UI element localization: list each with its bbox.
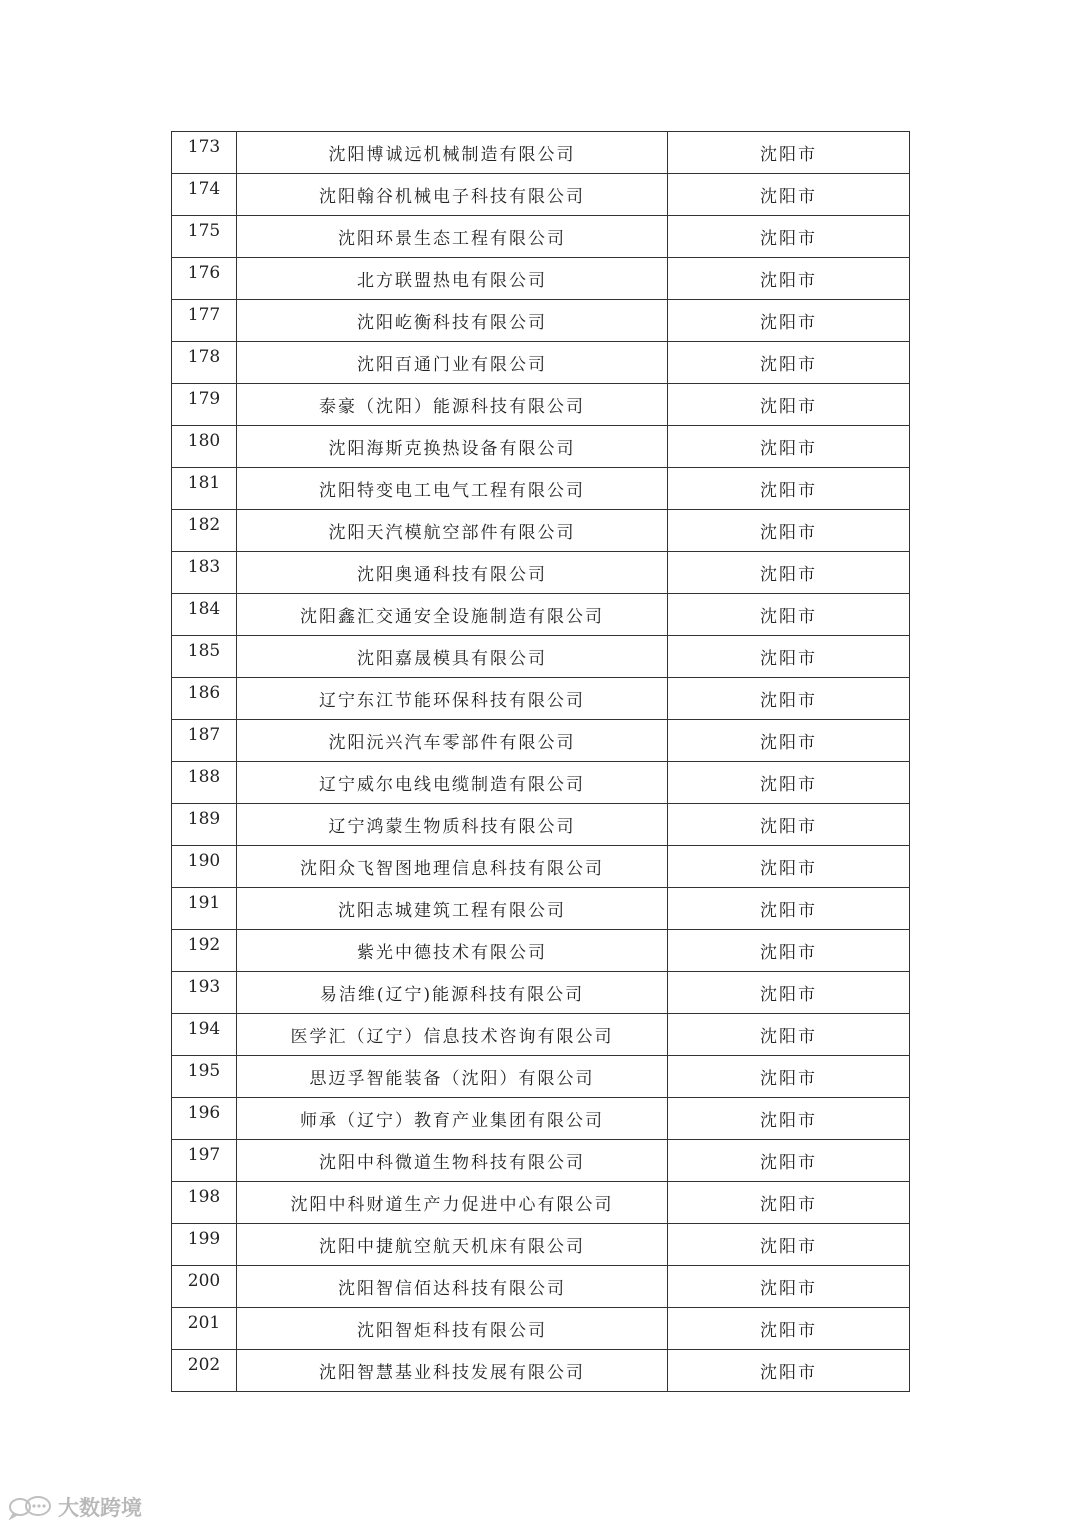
- city-cell: 沈阳市: [668, 1014, 910, 1056]
- row-number-cell: 191: [172, 888, 237, 930]
- table-row: [172, 1014, 910, 1056]
- company-name-cell: 沈阳中捷航空航天机床有限公司: [237, 1224, 668, 1266]
- table-row: [172, 804, 910, 846]
- company-name-cell: 医学汇（辽宁）信息技术咨询有限公司: [237, 1014, 668, 1056]
- chat-bubbles-logo-icon: [8, 1494, 54, 1520]
- row-number-cell: 187: [172, 720, 237, 762]
- company-name-cell: 沈阳鑫汇交通安全设施制造有限公司: [237, 594, 668, 636]
- city-cell: 沈阳市: [668, 1266, 910, 1308]
- row-number-cell: 182: [172, 510, 237, 552]
- company-name-cell: 沈阳特变电工电气工程有限公司: [237, 468, 668, 510]
- table-row: [172, 1308, 910, 1350]
- city-cell: 沈阳市: [668, 216, 910, 258]
- city-cell: 沈阳市: [668, 300, 910, 342]
- row-number-cell: 186: [172, 678, 237, 720]
- company-name-cell: 沈阳沅兴汽车零部件有限公司: [237, 720, 668, 762]
- row-number-cell: 199: [172, 1224, 237, 1266]
- row-number-cell: 173: [172, 132, 237, 174]
- company-name-cell: 沈阳中科微道生物科技有限公司: [237, 1140, 668, 1182]
- company-name-cell: 沈阳环景生态工程有限公司: [237, 216, 668, 258]
- city-cell: 沈阳市: [668, 1224, 910, 1266]
- table-row: [172, 1224, 910, 1266]
- table-row: [172, 1098, 910, 1140]
- row-number-cell: 202: [172, 1350, 237, 1392]
- company-name-cell: 紫光中德技术有限公司: [237, 930, 668, 972]
- company-name-cell: 辽宁威尔电线电缆制造有限公司: [237, 762, 668, 804]
- city-cell: 沈阳市: [668, 510, 910, 552]
- table-row: [172, 972, 910, 1014]
- table-row: [172, 594, 910, 636]
- company-name-cell: 沈阳天汽模航空部件有限公司: [237, 510, 668, 552]
- row-number-cell: 185: [172, 636, 237, 678]
- company-name-cell: 思迈孚智能装备（沈阳）有限公司: [237, 1056, 668, 1098]
- company-name-cell: 沈阳嘉晟模具有限公司: [237, 636, 668, 678]
- row-number-cell: 184: [172, 594, 237, 636]
- table-row: [172, 720, 910, 762]
- table-row: [172, 678, 910, 720]
- table-row: [172, 216, 910, 258]
- city-cell: 沈阳市: [668, 258, 910, 300]
- row-number-cell: 200: [172, 1266, 237, 1308]
- company-name-cell: 易洁维(辽宁)能源科技有限公司: [237, 972, 668, 1014]
- table-row: [172, 762, 910, 804]
- table-row: [172, 888, 910, 930]
- row-number-cell: 178: [172, 342, 237, 384]
- row-number-cell: 188: [172, 762, 237, 804]
- city-cell: 沈阳市: [668, 762, 910, 804]
- company-name-cell: 沈阳志城建筑工程有限公司: [237, 888, 668, 930]
- watermark: [8, 1492, 142, 1522]
- city-cell: 沈阳市: [668, 1308, 910, 1350]
- city-cell: 沈阳市: [668, 888, 910, 930]
- company-name-cell: 泰豪（沈阳）能源科技有限公司: [237, 384, 668, 426]
- company-name-cell: 沈阳海斯克换热设备有限公司: [237, 426, 668, 468]
- table-row: [172, 930, 910, 972]
- company-name-cell: 辽宁东江节能环保科技有限公司: [237, 678, 668, 720]
- table-row: [172, 384, 910, 426]
- company-name-cell: 沈阳博诚远机械制造有限公司: [237, 132, 668, 174]
- company-name-cell: 辽宁鸿蒙生物质科技有限公司: [237, 804, 668, 846]
- table-row: [172, 1350, 910, 1392]
- row-number-cell: 198: [172, 1182, 237, 1224]
- row-number-cell: 197: [172, 1140, 237, 1182]
- table-row: [172, 426, 910, 468]
- table-row: [172, 1182, 910, 1224]
- row-number-cell: 201: [172, 1308, 237, 1350]
- city-cell: 沈阳市: [668, 552, 910, 594]
- row-number-cell: 183: [172, 552, 237, 594]
- row-number-cell: 195: [172, 1056, 237, 1098]
- city-cell: 沈阳市: [668, 636, 910, 678]
- city-cell: 沈阳市: [668, 594, 910, 636]
- row-number-cell: 193: [172, 972, 237, 1014]
- row-number-cell: 190: [172, 846, 237, 888]
- table-row: [172, 636, 910, 678]
- watermark-text: 大数跨境: [58, 1496, 142, 1520]
- city-cell: 沈阳市: [668, 930, 910, 972]
- company-list-table-container: [171, 131, 910, 1392]
- table-row: [172, 258, 910, 300]
- row-number-cell: 176: [172, 258, 237, 300]
- row-number-cell: 177: [172, 300, 237, 342]
- city-cell: 沈阳市: [668, 720, 910, 762]
- city-cell: 沈阳市: [668, 804, 910, 846]
- company-name-cell: 沈阳百通门业有限公司: [237, 342, 668, 384]
- row-number-cell: 180: [172, 426, 237, 468]
- row-number-cell: 192: [172, 930, 237, 972]
- company-name-cell: 沈阳智炬科技有限公司: [237, 1308, 668, 1350]
- city-cell: 沈阳市: [668, 384, 910, 426]
- table-row: [172, 846, 910, 888]
- table-row: [172, 132, 910, 174]
- row-number-cell: 179: [172, 384, 237, 426]
- table-row: [172, 1266, 910, 1308]
- row-number-cell: 175: [172, 216, 237, 258]
- company-name-cell: 沈阳智慧基业科技发展有限公司: [237, 1350, 668, 1392]
- company-name-cell: 沈阳奥通科技有限公司: [237, 552, 668, 594]
- company-name-cell: 沈阳众飞智图地理信息科技有限公司: [237, 846, 668, 888]
- table-row: [172, 342, 910, 384]
- company-name-cell: 沈阳翰谷机械电子科技有限公司: [237, 174, 668, 216]
- row-number-cell: 189: [172, 804, 237, 846]
- city-cell: 沈阳市: [668, 678, 910, 720]
- table-row: [172, 1056, 910, 1098]
- city-cell: 沈阳市: [668, 1056, 910, 1098]
- row-number-cell: 194: [172, 1014, 237, 1056]
- city-cell: 沈阳市: [668, 1140, 910, 1182]
- city-cell: 沈阳市: [668, 342, 910, 384]
- city-cell: 沈阳市: [668, 174, 910, 216]
- city-cell: 沈阳市: [668, 426, 910, 468]
- row-number-cell: 196: [172, 1098, 237, 1140]
- table-row: [172, 174, 910, 216]
- company-list-table: [171, 131, 910, 1392]
- table-row: [172, 510, 910, 552]
- company-name-cell: 沈阳中科财道生产力促进中心有限公司: [237, 1182, 668, 1224]
- company-name-cell: 师承（辽宁）教育产业集团有限公司: [237, 1098, 668, 1140]
- table-row: [172, 468, 910, 510]
- table-row: [172, 552, 910, 594]
- table-row: [172, 300, 910, 342]
- city-cell: 沈阳市: [668, 468, 910, 510]
- company-name-cell: 沈阳屹衡科技有限公司: [237, 300, 668, 342]
- city-cell: 沈阳市: [668, 1182, 910, 1224]
- city-cell: 沈阳市: [668, 846, 910, 888]
- city-cell: 沈阳市: [668, 132, 910, 174]
- row-number-cell: 174: [172, 174, 237, 216]
- table-row: [172, 1140, 910, 1182]
- city-cell: 沈阳市: [668, 1098, 910, 1140]
- city-cell: 沈阳市: [668, 972, 910, 1014]
- row-number-cell: 181: [172, 468, 237, 510]
- city-cell: 沈阳市: [668, 1350, 910, 1392]
- company-name-cell: 北方联盟热电有限公司: [237, 258, 668, 300]
- company-name-cell: 沈阳智信佰达科技有限公司: [237, 1266, 668, 1308]
- table-body: [172, 132, 910, 1392]
